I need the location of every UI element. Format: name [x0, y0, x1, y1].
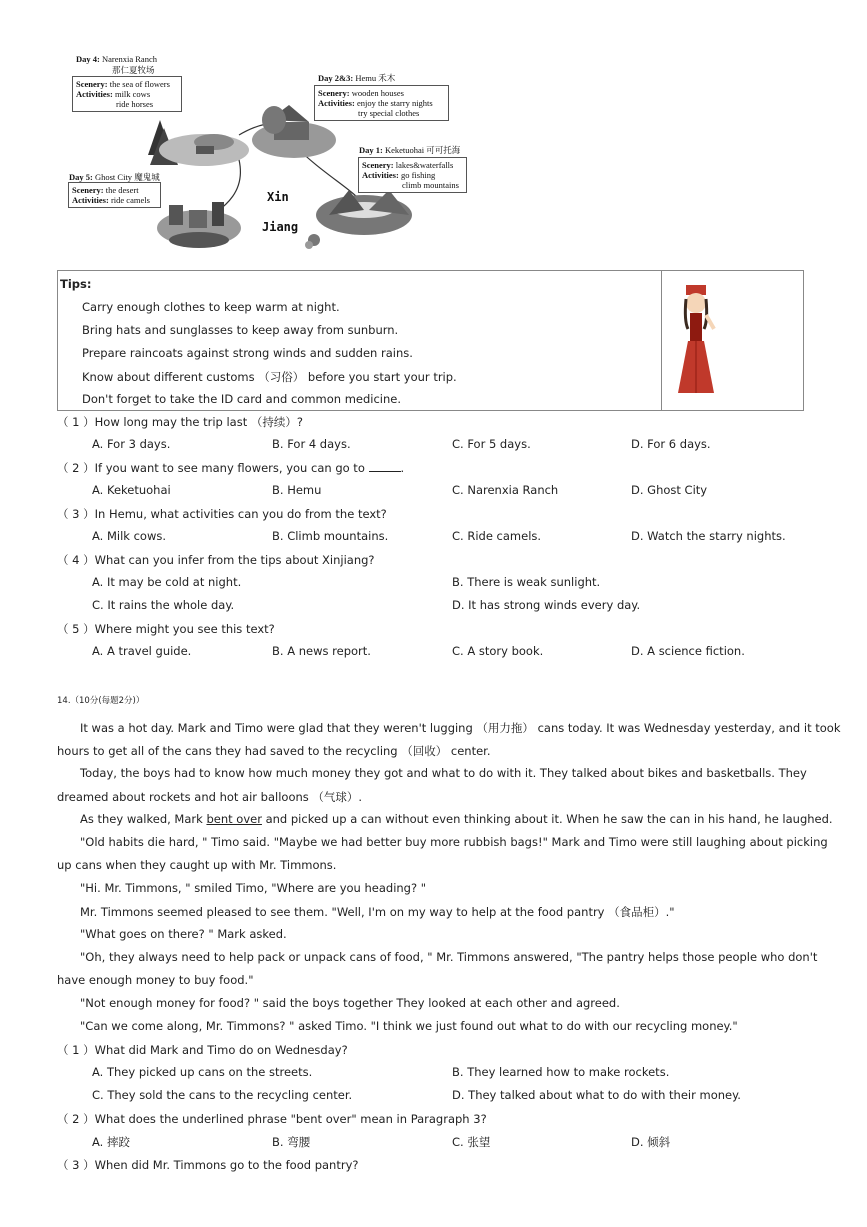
- passage-line: "Old habits die hard, " Timo said. "Maybe we had better buy more rubbish bags!" Mark and Timo were still laughing about picking: [80, 835, 828, 849]
- option[interactable]: A. It may be cold at night.: [92, 575, 242, 589]
- passage-line: dreamed about rockets and hot air balloons （气球）.: [57, 790, 363, 804]
- option[interactable]: B. There is weak sunlight.: [452, 575, 601, 589]
- day1-info-box: Scenery: lakes&waterfalls Activities: go fishing climb mountains: [358, 157, 467, 193]
- option[interactable]: D. It has strong winds every day.: [452, 598, 641, 612]
- passage-line: Today, the boys had to know how much money they got and what to do with it. They talked about bikes and basketballs. They: [80, 766, 807, 780]
- day23-info-box: Scenery: wooden houses Activities: enjoy the starry nights try special clothes: [314, 85, 449, 121]
- passage-line: up cans when they caught up with Mr. Timmons.: [57, 858, 337, 872]
- xin-label: Xin: [267, 190, 289, 204]
- tips-heading: Tips:: [60, 277, 92, 291]
- q13-1: （ 1 ）How long may the trip last （持续）?: [57, 415, 303, 429]
- option[interactable]: D. 倾斜: [631, 1135, 671, 1149]
- passage-line: Mr. Timmons seemed pleased to see them. "Well, I'm on my way to help at the food pantry （食品柜）.": [80, 905, 675, 919]
- option[interactable]: D. Ghost City: [631, 483, 708, 497]
- option[interactable]: D. For 6 days.: [631, 437, 711, 451]
- keketuohai-scene: [316, 190, 412, 235]
- xinjiang-travel-map: [64, 50, 484, 260]
- passage-line: "Not enough money for food? " said the boys together They looked at each other and agreed.: [80, 996, 620, 1010]
- q13-2: （ 2 ）If you want to see many flowers, you can go to .: [57, 461, 405, 475]
- q13-3: （ 3 ）In Hemu, what activities can you do from the text?: [57, 507, 387, 521]
- ghost-city-scene: [157, 202, 241, 248]
- tips-divider: [661, 271, 662, 410]
- option[interactable]: D. Watch the starry nights.: [631, 529, 786, 543]
- option[interactable]: C. Narenxia Ranch: [452, 483, 559, 497]
- day23-label: Day 2&3: Hemu 禾木: [318, 73, 396, 83]
- option[interactable]: A. For 3 days.: [92, 437, 171, 451]
- day4-chinese-name: 那仁夏牧场: [112, 65, 155, 75]
- q13-5: （ 5 ）Where might you see this text?: [57, 622, 275, 636]
- day1-label: Day 1: Keketuohai 可可托海: [359, 145, 461, 155]
- option[interactable]: C. For 5 days.: [452, 437, 531, 451]
- ranch-scene: [148, 120, 249, 166]
- day5-label: Day 5: Ghost City 魔鬼城: [69, 172, 160, 182]
- jiang-label: Jiang: [262, 220, 299, 234]
- tips-table: [57, 270, 804, 411]
- tip-item: Prepare raincoats against strong winds and sudden rains.: [82, 346, 413, 360]
- day4-info-box: Scenery: the sea of flowers Activities: milk cows ride horses: [72, 76, 182, 112]
- passage-line: It was a hot day. Mark and Timo were glad that they weren't lugging （用力拖） cans today. It was Wednesday yesterday, and it took: [80, 721, 841, 735]
- q14-3: （ 3 ）When did Mr. Timmons go to the food pantry?: [57, 1158, 359, 1172]
- tip-item: Know about different customs （习俗） before you start your trip.: [82, 370, 457, 384]
- passage-line: hours to get all of the cans they had saved to the recycling （回收） center.: [57, 744, 491, 758]
- q14-header: 14.（10分(每题2分)）: [57, 696, 145, 706]
- q13-4: （ 4 ）What can you infer from the tips about Xinjiang?: [57, 553, 375, 567]
- passage-line: As they walked, Mark bent over and picked up a can without even thinking about it. When he saw the can in his hand, he laughed.: [80, 812, 833, 826]
- option[interactable]: A. 摔跤: [92, 1135, 130, 1149]
- option[interactable]: B. They learned how to make rockets.: [452, 1065, 670, 1079]
- option[interactable]: C. A story book.: [452, 644, 544, 658]
- option[interactable]: B. Hemu: [272, 483, 322, 497]
- answer-blank: [369, 461, 401, 472]
- girl-in-costume-illustration: [666, 281, 726, 401]
- underlined-phrase: bent over: [206, 812, 262, 826]
- option[interactable]: A. Milk cows.: [92, 529, 167, 543]
- option[interactable]: D. They talked about what to do with their money.: [452, 1088, 741, 1102]
- option[interactable]: A. Keketuohai: [92, 483, 171, 497]
- option[interactable]: D. A science fiction.: [631, 644, 745, 658]
- option[interactable]: C. 张望: [452, 1135, 491, 1149]
- tip-item: Don't forget to take the ID card and common medicine.: [82, 392, 402, 406]
- day4-label: Day 4: Narenxia Ranch: [76, 54, 157, 64]
- option[interactable]: C. It rains the whole day.: [92, 598, 235, 612]
- option[interactable]: C. Ride camels.: [452, 529, 542, 543]
- passage-line: "Oh, they always need to help pack or unpack cans of food, " Mr. Timmons answered, "The pantry helps those people who don't: [80, 950, 818, 964]
- option[interactable]: C. They sold the cans to the recycling center.: [92, 1088, 353, 1102]
- q14-1: （ 1 ）What did Mark and Timo do on Wednesday?: [57, 1043, 348, 1057]
- option[interactable]: A. A travel guide.: [92, 644, 192, 658]
- option[interactable]: B. A news report.: [272, 644, 371, 658]
- passage-line: "What goes on there? " Mark asked.: [80, 927, 287, 941]
- passage-line: "Hi. Mr. Timmons, " smiled Timo, "Where are you heading? ": [80, 881, 427, 895]
- option[interactable]: B. Climb mountains.: [272, 529, 389, 543]
- option[interactable]: A. They picked up cans on the streets.: [92, 1065, 313, 1079]
- option[interactable]: B. For 4 days.: [272, 437, 351, 451]
- q14-2: （ 2 ）What does the underlined phrase "bent over" mean in Paragraph 3?: [57, 1112, 487, 1126]
- tip-item: Bring hats and sunglasses to keep away from sunburn.: [82, 323, 399, 337]
- option[interactable]: B. 弯腰: [272, 1135, 311, 1149]
- tip-item: Carry enough clothes to keep warm at night.: [82, 300, 340, 314]
- day5-info-box: Scenery: the desert Activities: ride camels: [68, 182, 161, 208]
- passage-line: "Can we come along, Mr. Timmons? " asked Timo. "I think we just found out what to do with our recycling money.": [80, 1019, 738, 1033]
- passage-line: have enough money to buy food.": [57, 973, 254, 987]
